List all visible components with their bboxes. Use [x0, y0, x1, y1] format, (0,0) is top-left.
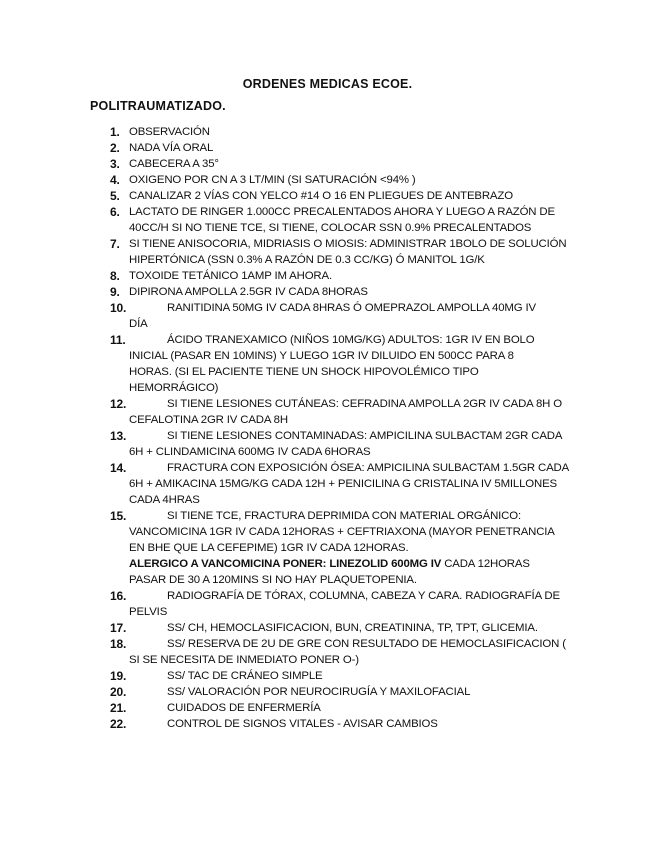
item-number: 14.	[110, 461, 127, 475]
item-text	[129, 508, 569, 588]
item-text-part: SI TIENE TCE, FRACTURA DEPRIMIDA CON MATERIAL ORGÁNICO: VANCOMICINA 1GR IV CADA 12HORAS + CEFTRIAXONA (MAYOR PENETRANCIA EN BHE QUE LA CEFEPIME) 1GR IV CADA 12HORAS.	[129, 510, 555, 554]
item-number: 8.	[110, 269, 120, 283]
item-text: LACTATO DE RINGER 1.000CC PRECALENTADOS AHORA Y LUEGO A RAZÓN DE 40CC/H SI NO TIENE TCE, SI TIENE, COLOCAR SSN 0.9% PRECALENTADOS	[129, 206, 555, 234]
document-title: ORDENES MEDICAS ECOE.	[242, 77, 413, 91]
list-item	[0, 684, 569, 700]
item-number: 19.	[110, 669, 127, 683]
item-text: SS/ RESERVA DE 2U DE GRE CON RESULTADO DE HEMOCLASIFICACION ( SI SE NECESITA DE INMEDIATO PONER O-)	[129, 638, 566, 666]
list-item	[0, 460, 569, 508]
item-text: CONTROL DE SIGNOS VITALES - AVISAR CAMBIOS	[167, 718, 438, 730]
item-text: DIPIRONA AMPOLLA 2.5GR IV CADA 8HORAS	[129, 286, 368, 298]
list-item	[0, 332, 557, 396]
list-item	[0, 268, 569, 284]
item-number: 3.	[110, 157, 120, 171]
item-text: SS/ CH, HEMOCLASIFICACION, BUN, CREATININA, TP, TPT, GLICEMIA.	[167, 622, 538, 634]
list-item	[0, 140, 569, 156]
item-number: 22.	[110, 717, 127, 731]
item-text: CABECERA A 35°	[129, 158, 219, 170]
item-number: 16.	[110, 589, 127, 603]
list-item	[0, 396, 569, 428]
item-text: ÁCIDO TRANEXAMICO (NIÑOS 10MG/KG) ADULTOS: 1GR IV EN BOLO INICIAL (PASAR EN 10MINS) Y LUEGO 1GR IV DILUIDO EN 500CC PARA 8 HORAS. (SI EL PACIENTE TIENE UN SHOCK HIPOVOLÉMICO TIPO HEMORRÁGICO)	[129, 334, 535, 394]
list-item	[0, 588, 569, 620]
list-item	[0, 284, 569, 300]
list-item	[0, 156, 569, 172]
item-text: SS/ VALORACIÓN POR NEUROCIRUGÍA Y MAXILOFACIAL	[167, 686, 471, 698]
item-text: RADIOGRAFÍA DE TÓRAX, COLUMNA, CABEZA Y CARA. RADIOGRAFÍA DE PELVIS	[129, 590, 560, 618]
item-text: SI TIENE LESIONES CUTÁNEAS: CEFRADINA AMPOLLA 2GR IV CADA 8H O CEFALOTINA 2GR IV CADA 8H	[129, 398, 562, 426]
item-number: 11.	[110, 333, 126, 347]
item-text: SS/ TAC DE CRÁNEO SIMPLE	[167, 670, 323, 682]
allergy-note: ALERGICO A VANCOMICINA PONER: LINEZOLID 600MG IV	[129, 558, 442, 570]
list-item	[0, 508, 569, 588]
list-item	[0, 188, 569, 204]
item-text: NADA VÍA ORAL	[129, 142, 214, 154]
item-number: 12.	[110, 397, 127, 411]
item-number: 5.	[110, 189, 120, 203]
item-number: 1.	[110, 125, 120, 139]
item-text: TOXOIDE TETÁNICO 1AMP IM AHORA.	[129, 270, 332, 282]
item-text: CUIDADOS DE ENFERMERÍA	[167, 702, 321, 714]
list-item	[0, 428, 569, 460]
item-text: OBSERVACIÓN	[129, 126, 210, 138]
item-number: 13.	[110, 429, 127, 443]
item-number: 18.	[110, 637, 127, 651]
item-text-part: CADA 12HORAS PASAR DE 30 A 120MINS SI NO HAY PLAQUETOPENIA.	[129, 558, 530, 586]
item-number: 9.	[110, 285, 120, 299]
item-text: FRACTURA CON EXPOSICIÓN ÓSEA: AMPICILINA SULBACTAM 1.5GR CADA 6H + AMIKACINA 15MG/KG CADA 12H + PENICILINA G CRISTALINA IV 5MILLONES CADA 4HRAS	[129, 462, 569, 506]
list-item	[0, 636, 569, 668]
item-text: RANITIDINA 50MG IV CADA 8HRAS Ó OMEPRAZOL AMPOLLA 40MG IV DÍA	[129, 302, 536, 330]
item-text: SI TIENE LESIONES CONTAMINADAS: AMPICILINA SULBACTAM 2GR CADA 6H + CLINDAMICINA 600MG IV CADA 6HORAS	[129, 430, 562, 458]
item-number: 20.	[110, 685, 127, 699]
list-item	[0, 300, 557, 332]
list-item	[0, 700, 569, 716]
list-item	[0, 172, 569, 188]
item-text: SI TIENE ANISOCORIA, MIDRIASIS O MIOSIS: ADMINISTRAR 1BOLO DE SOLUCIÓN HIPERTÓNICA (SSN 0.3% A RAZÓN DE 0.3 CC/KG) Ó MANITOL 1G/K	[129, 238, 567, 266]
orders-list	[0, 124, 655, 732]
list-item	[0, 668, 569, 684]
item-number: 2.	[110, 141, 120, 155]
item-number: 6.	[110, 205, 120, 219]
item-text: CANALIZAR 2 VÍAS CON YELCO #14 O 16 EN PLIEGUES DE ANTEBRAZO	[129, 190, 513, 202]
item-number: 21.	[110, 701, 127, 715]
list-item	[0, 124, 569, 140]
item-number: 10.	[110, 301, 127, 315]
list-item	[0, 620, 574, 636]
list-item	[0, 204, 569, 236]
list-item	[0, 236, 569, 268]
item-number: 7.	[110, 237, 120, 251]
item-text: OXIGENO POR CN A 3 LT/MIN (SI SATURACIÓN <94% )	[129, 174, 416, 186]
item-number: 4.	[110, 173, 120, 187]
list-item	[0, 716, 569, 732]
item-number: 15.	[110, 509, 127, 523]
section-heading: POLITRAUMATIZADO.	[90, 99, 226, 113]
item-number: 17.	[110, 621, 127, 635]
